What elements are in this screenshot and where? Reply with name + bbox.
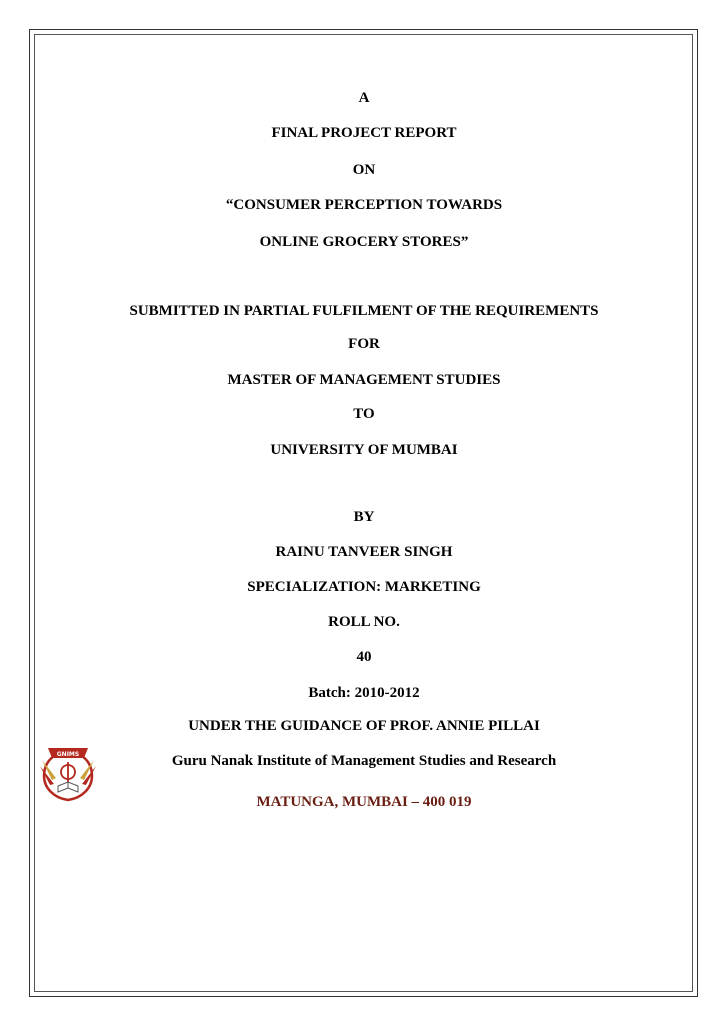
author-name: RAINU TANVEER SINGH [275,544,453,560]
institute-name: Guru Nanak Institute of Management Studies and Research [171,753,557,769]
title-on: ON [352,162,376,178]
title-article: A [358,90,370,106]
submission-to: TO [353,406,375,422]
title-topic-line-1: “CONSUMER PERCEPTION TOWARDS [225,197,503,213]
submission-for: FOR [348,336,380,352]
degree-name: MASTER OF MANAGEMENT STUDIES [227,372,501,388]
roll-number-value: 40 [356,649,372,665]
roll-number-label: ROLL NO. [328,614,400,630]
title-topic-line-2: ONLINE GROCERY STORES” [259,234,469,250]
specialization: SPECIALIZATION: MARKETING [247,579,481,595]
submission-statement: SUBMITTED IN PARTIAL FULFILMENT OF THE REQUIREMENTS [129,303,599,319]
batch: Batch: 2010-2012 [308,685,420,701]
logo-acronym: GNIMS [56,751,80,758]
university-name: UNIVERSITY OF MUMBAI [270,442,458,458]
guidance: UNDER THE GUIDANCE OF PROF. ANNIE PILLAI [188,718,540,734]
title-report-type: FINAL PROJECT REPORT [271,125,457,141]
author-by: BY [353,509,375,525]
institute-address: MATUNGA, MUMBAI – 400 019 [256,794,472,810]
